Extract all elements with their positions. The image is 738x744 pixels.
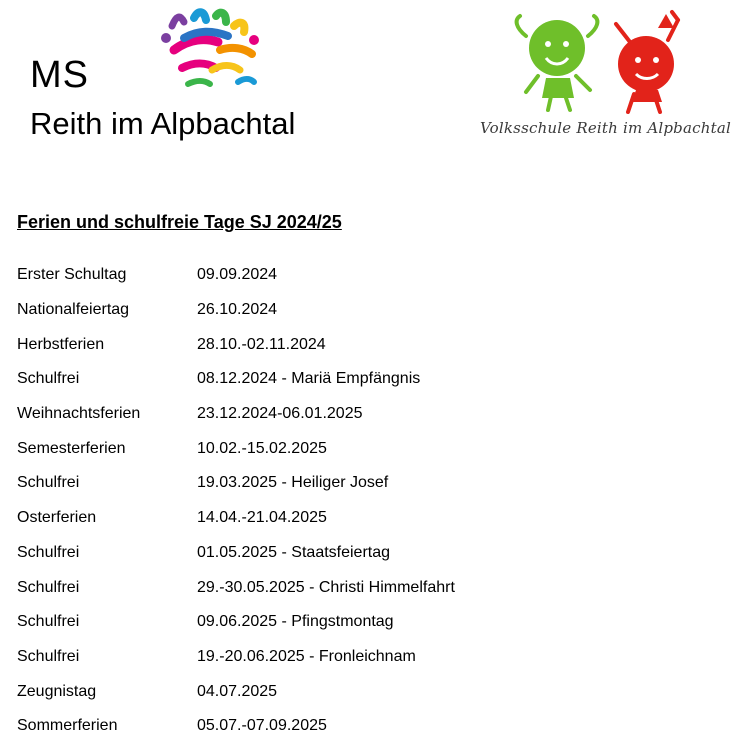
row-label: Erster Schultag — [17, 266, 127, 284]
ms-logo-line1: MS — [30, 54, 89, 96]
row-value: 09.06.2025 - Pfingstmontag — [197, 613, 394, 631]
list-item — [17, 640, 717, 675]
row-label: Schulfrei — [17, 370, 80, 388]
row-label: Semesterferien — [17, 439, 126, 457]
row-value: 23.12.2024-06.01.2025 — [197, 405, 363, 423]
row-label: Zeugnistag — [17, 682, 97, 700]
row-value: 09.09.2024 — [197, 266, 278, 284]
list-item — [17, 258, 717, 293]
list-item — [17, 709, 717, 744]
list-item — [17, 362, 717, 397]
vs-logo — [478, 6, 734, 140]
list-item — [17, 293, 717, 328]
row-value: 19.-20.06.2025 - Fronleichnam — [197, 647, 416, 665]
list-item — [17, 327, 717, 362]
page-title: Ferien und schulfreie Tage SJ 2024/25 — [17, 212, 342, 232]
list-item — [17, 570, 717, 605]
list-item — [17, 536, 717, 571]
list-item — [17, 466, 717, 501]
kids-illustration-icon — [508, 6, 688, 114]
row-value: 08.12.2024 - Mariä Empfängnis — [197, 370, 421, 388]
row-label: Nationalfeiertag — [17, 301, 130, 319]
row-label: Schulfrei — [17, 613, 80, 631]
vs-logo-text: Volksschule Reith im Alpbachtal — [480, 119, 731, 137]
ms-logo — [14, 4, 324, 144]
row-value: 28.10.-02.11.2024 — [197, 335, 326, 353]
row-value: 10.02.-15.02.2025 — [197, 439, 327, 457]
row-value: 29.-30.05.2025 - Christi Himmelfahrt — [197, 578, 455, 596]
row-label: Osterferien — [17, 509, 97, 527]
row-value: 05.07.-07.09.2025 — [197, 717, 327, 735]
ms-logo-line2: Reith im Alpbachtal — [30, 106, 296, 141]
row-value: 14.04.-21.04.2025 — [197, 509, 327, 527]
list-item — [17, 397, 717, 432]
row-label: Weihnachtsferien — [17, 405, 141, 423]
row-label: Sommerferien — [17, 717, 118, 735]
row-label: Schulfrei — [17, 474, 80, 492]
holiday-list — [17, 258, 717, 744]
row-label: Herbstferien — [17, 335, 105, 353]
list-item — [17, 501, 717, 536]
list-item — [17, 674, 717, 709]
row-value: 04.07.2025 — [197, 682, 278, 700]
row-label: Schulfrei — [17, 578, 80, 596]
row-label: Schulfrei — [17, 543, 80, 561]
row-value: 19.03.2025 - Heiliger Josef — [197, 474, 389, 492]
list-item — [17, 431, 717, 466]
row-value: 01.05.2025 - Staatsfeiertag — [197, 543, 391, 561]
row-label: Schulfrei — [17, 647, 80, 665]
row-value: 26.10.2024 — [197, 301, 278, 319]
colorful-hand-icon — [154, 8, 264, 94]
list-item — [17, 605, 717, 640]
